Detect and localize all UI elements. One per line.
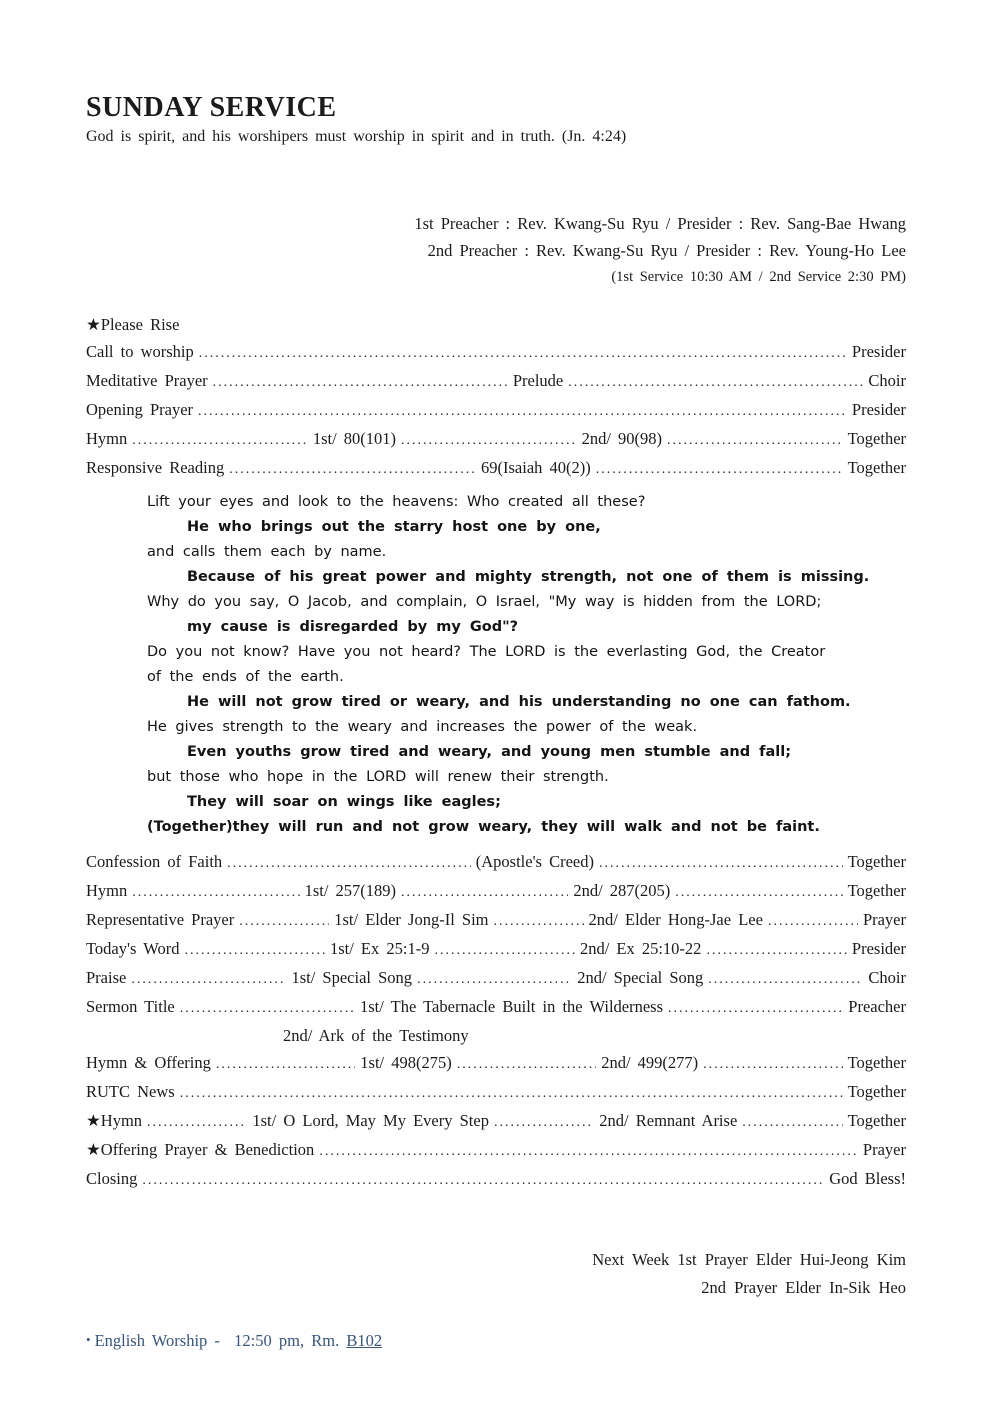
service-text: 1st/ Elder Jong-Il Sim — [334, 910, 489, 929]
service-text: Together — [847, 881, 907, 900]
service-row — [86, 1136, 906, 1165]
service-text: Prayer — [862, 1140, 906, 1159]
service-text: ★Offering Prayer & Benediction — [86, 1140, 315, 1159]
reading-line: (Together)they will run and not grow weary, they will walk and not be faint. — [147, 819, 820, 835]
service-text: Hymn & Offering — [86, 1053, 211, 1072]
service-text: Responsive Reading — [86, 458, 225, 477]
dotted-leader — [227, 850, 471, 877]
service-text: Presider — [851, 939, 906, 958]
dotted-leader — [768, 908, 858, 935]
english-worship-room: B102 — [346, 1331, 383, 1350]
page-title: SUNDAY SERVICE — [86, 92, 337, 123]
service-row — [86, 311, 906, 338]
dotted-leader — [667, 427, 843, 454]
dotted-leader — [142, 1167, 824, 1194]
service-text: Choir — [868, 968, 907, 987]
preacher-line-2: 2nd Preacher : Rev. Kwang-Su Ryu / Presider : Rev. Young-Ho Lee — [427, 241, 906, 260]
service-text: ★Hymn — [86, 1111, 143, 1130]
service-text: Together — [847, 852, 906, 871]
reading-line: my cause is disregarded by my God"? — [187, 619, 519, 635]
next-week-line-1: Next Week 1st Prayer Elder Hui-Jeong Kim — [592, 1250, 906, 1269]
english-worship-note — [86, 1331, 906, 1351]
dotted-leader — [401, 427, 577, 454]
reading-line: but those who hope in the LORD will renew their strength. — [147, 769, 609, 785]
dotted-leader — [708, 966, 863, 993]
service-text: 2nd/ Special Song — [577, 968, 704, 987]
service-text: Sermon Title — [86, 997, 175, 1016]
reading-line: and calls them each by name. — [147, 544, 387, 560]
dotted-leader — [180, 995, 355, 1022]
service-text: Hymn — [86, 429, 128, 448]
service-text: Opening Prayer — [86, 400, 194, 419]
service-text: 1st/ The Tabernacle Built in the Wilderness — [359, 997, 664, 1016]
service-row — [86, 848, 906, 877]
service-text: Today's Word — [86, 939, 180, 958]
service-text: 2nd/ 287(205) — [573, 881, 671, 900]
dotted-leader — [184, 937, 324, 964]
service-row — [86, 935, 906, 964]
service-text: 2nd/ Remnant Arise — [599, 1111, 738, 1130]
reading-line: Lift your eyes and look to the heavens: Who created all these? — [147, 494, 646, 510]
service-text: RUTC News — [86, 1082, 175, 1101]
reading-line: of the ends of the earth. — [147, 669, 344, 685]
service-row — [86, 367, 906, 396]
service-text: 2nd/ Ex 25:10-22 — [579, 939, 702, 958]
service-row — [86, 877, 906, 906]
dotted-leader — [457, 1051, 596, 1078]
dotted-leader — [742, 1109, 842, 1136]
service-text: Hymn — [86, 881, 128, 900]
service-text: 2nd/ Ark of the Testimony — [283, 1026, 469, 1045]
service-text: 1st/ 498(275) — [360, 1053, 452, 1072]
dotted-leader — [131, 966, 286, 993]
dotted-leader — [675, 879, 842, 906]
service-row — [86, 396, 906, 425]
service-order — [86, 311, 906, 1194]
dotted-leader — [199, 340, 847, 367]
reading-line: Because of his great power and mighty strength, not one of them is missing. — [187, 569, 870, 585]
dotted-leader — [596, 456, 843, 483]
page-subtitle: God is spirit, and his worshipers must worship in spirit and in truth. (Jn. 4:24) — [86, 128, 627, 145]
header — [86, 92, 906, 146]
service-row — [86, 1107, 906, 1136]
dotted-leader — [229, 456, 476, 483]
reading-line: They will soar on wings like eagles; — [187, 794, 501, 810]
service-order-part2 — [86, 848, 906, 1194]
reading-line: Even youths grow tired and weary, and young men stumble and fall; — [187, 744, 791, 760]
reading-line: Why do you say, O Jacob, and complain, O Israel, "My way is hidden from the LORD; — [147, 594, 822, 610]
dotted-leader — [568, 369, 863, 396]
service-text: Closing — [86, 1169, 138, 1188]
dotted-leader — [401, 879, 568, 906]
service-text: 2nd/ Elder Hong-Jae Lee — [588, 910, 763, 929]
service-text: Together — [847, 1082, 906, 1101]
dotted-leader — [239, 908, 329, 935]
dotted-leader — [132, 427, 308, 454]
service-row — [86, 338, 906, 367]
service-row — [86, 454, 906, 483]
dotted-leader — [216, 1051, 355, 1078]
service-row — [86, 964, 906, 993]
preacher-block — [86, 210, 906, 291]
service-row — [86, 993, 906, 1022]
service-text: 1st/ 80(101) — [312, 429, 397, 448]
service-order-part1 — [86, 311, 906, 483]
service-text: Call to worship — [86, 342, 194, 361]
dotted-leader — [319, 1138, 858, 1165]
service-row — [86, 1022, 906, 1049]
english-worship-text: English Worship - 12:50 pm, Rm. — [94, 1331, 347, 1350]
service-text: Presider — [851, 342, 906, 361]
service-times: (1st Service 10:30 AM / 2nd Service 2:30 PM) — [611, 269, 906, 285]
dotted-leader — [668, 995, 843, 1022]
dotted-leader — [147, 1109, 247, 1136]
service-text: Prayer — [862, 910, 907, 929]
service-text: Confession of Faith — [86, 852, 223, 871]
service-row — [86, 425, 906, 454]
service-text: Representative Prayer — [86, 910, 235, 929]
service-text: ★Please Rise — [86, 315, 180, 334]
service-row — [86, 1049, 906, 1078]
next-week-block — [86, 1246, 906, 1301]
reading-line: He who brings out the starry host one by one, — [187, 519, 601, 535]
dotted-leader — [494, 1109, 594, 1136]
dotted-leader — [434, 937, 574, 964]
service-text: Together — [847, 458, 906, 477]
service-text: 1st/ Special Song — [291, 968, 413, 987]
service-text: Meditative Prayer — [86, 371, 208, 390]
service-row — [86, 906, 906, 935]
service-text: Presider — [851, 400, 906, 419]
dotted-leader — [703, 1051, 842, 1078]
dotted-leader — [417, 966, 572, 993]
service-text: God Bless! — [829, 1169, 906, 1188]
service-text: 1st/ 257(189) — [304, 881, 397, 900]
dotted-leader — [213, 369, 508, 396]
dotted-leader — [132, 879, 299, 906]
dotted-leader — [599, 850, 843, 877]
service-text: 1st/ Ex 25:1-9 — [329, 939, 430, 958]
reading-line: He will not grow tired or weary, and his understanding no one can fathom. — [187, 694, 851, 710]
reading-line: Do you not know? Have you not heard? The LORD is the everlasting God, the Creator — [147, 644, 826, 660]
service-text: Together — [847, 1111, 906, 1130]
service-text: Praise — [86, 968, 127, 987]
dotted-leader — [180, 1080, 843, 1107]
service-row — [86, 1165, 906, 1194]
service-text: Together — [847, 1053, 906, 1072]
service-text: (Apostle's Creed) — [475, 852, 594, 871]
dotted-leader — [198, 398, 847, 425]
next-week-line-2: 2nd Prayer Elder In-Sik Heo — [701, 1277, 906, 1297]
responsive-reading-block — [86, 490, 906, 840]
service-text: Prelude — [512, 371, 564, 390]
service-text: Choir — [868, 371, 906, 390]
service-row — [86, 1078, 906, 1107]
service-text: Together — [847, 429, 907, 448]
service-text: Preacher — [848, 997, 906, 1016]
preacher-line-1: 1st Preacher : Rev. Kwang-Su Ryu / Presider : Rev. Sang-Bae Hwang — [414, 214, 906, 233]
service-text: 1st/ O Lord, May My Every Step — [252, 1111, 489, 1130]
service-text: 2nd/ 90(98) — [581, 429, 663, 448]
dotted-leader — [706, 937, 846, 964]
dotted-leader — [494, 908, 584, 935]
bullet-icon: • — [86, 1332, 91, 1347]
service-text: 69(Isaiah 40(2)) — [481, 458, 591, 477]
service-text: 2nd/ 499(277) — [601, 1053, 699, 1072]
reading-line: He gives strength to the weary and increases the power of the weak. — [147, 719, 698, 735]
